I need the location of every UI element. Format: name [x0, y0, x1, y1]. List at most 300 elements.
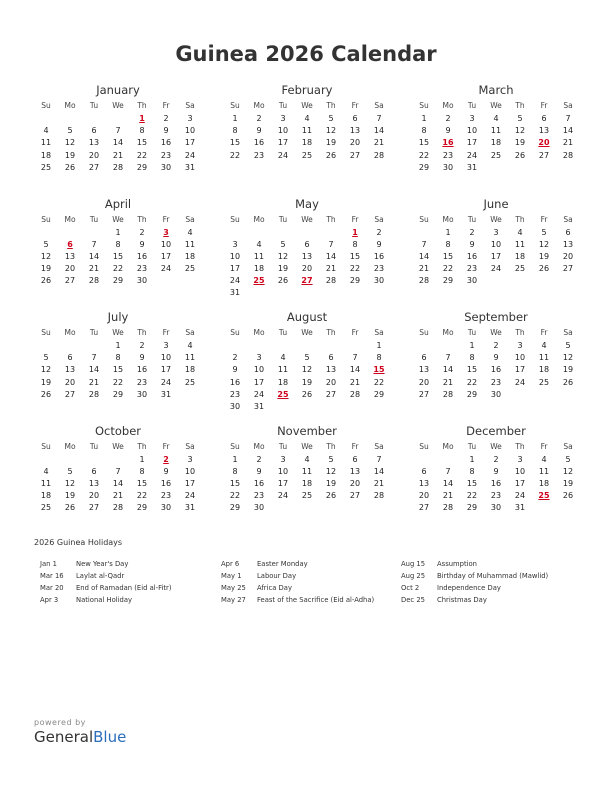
- day-cell: 23: [136, 264, 148, 274]
- holiday-day: 20: [538, 138, 550, 148]
- empty-day: [34, 113, 58, 125]
- day-cell: 27: [64, 276, 76, 286]
- day-cell: 9: [163, 126, 169, 136]
- day-cell: 23: [442, 150, 454, 160]
- day-cell: 13: [64, 251, 76, 261]
- day-cell: 17: [184, 478, 196, 488]
- day-cell: 8: [421, 126, 427, 136]
- day-cell: 16: [136, 365, 148, 375]
- weekday-label: Sa: [374, 101, 384, 110]
- day-cell: 2: [139, 227, 145, 237]
- day-cell: 30: [490, 389, 502, 399]
- day-cell: 22: [136, 150, 148, 160]
- day-cell: 9: [445, 126, 451, 136]
- weekday-label: Sa: [563, 328, 573, 337]
- day-cell: 16: [160, 478, 172, 488]
- powered-by-text: powered by: [34, 718, 86, 727]
- weekday-label: Sa: [374, 328, 384, 337]
- day-cell: 17: [229, 264, 241, 274]
- month-june: [412, 196, 580, 310]
- day-cell: 11: [40, 478, 52, 488]
- day-cell: 16: [253, 138, 265, 148]
- day-cell: 2: [256, 454, 262, 464]
- day-cell: 26: [325, 150, 337, 160]
- day-cell: 4: [43, 466, 49, 476]
- day-cell: 5: [565, 341, 571, 350]
- day-cell: 14: [373, 466, 385, 476]
- day-cell: 11: [253, 251, 265, 261]
- day-cell: 5: [280, 239, 286, 249]
- weekday-label: Tu: [89, 214, 99, 224]
- weekday-label: Su: [230, 214, 240, 224]
- day-cell: 29: [418, 162, 430, 172]
- day-cell: 9: [493, 466, 499, 476]
- weekday-label: Mo: [253, 328, 265, 337]
- day-cell: 8: [469, 466, 475, 476]
- day-cell: 8: [352, 239, 358, 249]
- day-cell: 24: [466, 150, 478, 160]
- day-cell: 27: [325, 389, 337, 399]
- day-cell: 17: [466, 138, 478, 148]
- day-cell: 19: [40, 264, 52, 274]
- days-grid: [412, 340, 580, 401]
- weekday-header: [412, 440, 580, 454]
- weekday-label: Fr: [162, 101, 170, 110]
- day-cell: 16: [160, 138, 172, 148]
- weekday-label: Mo: [64, 214, 76, 224]
- day-cell: 9: [376, 239, 382, 249]
- weekday-label: We: [112, 441, 124, 451]
- day-cell: 21: [442, 491, 454, 501]
- empty-day: [436, 454, 460, 466]
- day-cell: 17: [490, 251, 502, 261]
- day-cell: 14: [88, 251, 100, 261]
- day-cell: 7: [421, 239, 427, 249]
- day-cell: 13: [349, 466, 361, 476]
- day-cell: 15: [229, 478, 241, 488]
- day-cell: 24: [160, 264, 172, 274]
- day-cell: 15: [466, 365, 478, 375]
- weekday-label: Th: [515, 328, 525, 337]
- day-cell: 24: [490, 264, 502, 274]
- empty-day: [82, 113, 106, 125]
- weekday-label: Su: [419, 441, 429, 451]
- weekday-label: Tu: [278, 214, 288, 224]
- day-cell: 25: [40, 503, 52, 513]
- day-cell: 6: [91, 126, 97, 136]
- day-cell: 15: [442, 251, 454, 261]
- weekday-label: We: [490, 328, 502, 337]
- holiday-item: [401, 570, 548, 582]
- day-cell: 7: [445, 466, 451, 476]
- holiday-column: [40, 558, 172, 606]
- holiday-name: Birthday of Muhammad (Mawlid): [437, 572, 549, 580]
- day-cell: 3: [517, 454, 523, 464]
- day-cell: 23: [253, 491, 265, 501]
- day-cell: 2: [493, 454, 499, 464]
- days-grid: [34, 454, 202, 515]
- day-cell: 2: [445, 114, 451, 123]
- holiday-name: Labour Day: [257, 572, 297, 580]
- day-cell: 7: [115, 126, 121, 136]
- day-cell: 20: [88, 150, 100, 160]
- day-cell: 17: [514, 365, 526, 375]
- empty-day: [82, 340, 106, 352]
- weekday-label: Th: [326, 328, 336, 337]
- day-cell: 4: [187, 341, 193, 350]
- day-cell: 19: [325, 138, 337, 148]
- day-cell: 11: [490, 126, 502, 136]
- day-cell: 5: [43, 239, 49, 249]
- empty-day: [58, 113, 82, 125]
- holiday-day: 27: [301, 276, 313, 286]
- day-cell: 13: [349, 126, 361, 136]
- weekday-header: [223, 213, 391, 227]
- weekday-label: Tu: [467, 441, 477, 451]
- day-cell: 17: [160, 365, 172, 375]
- day-cell: 20: [349, 478, 361, 488]
- day-cell: 4: [304, 454, 310, 464]
- empty-day: [295, 227, 319, 239]
- day-cell: 9: [139, 239, 145, 249]
- holiday-date: Mar 20: [40, 584, 64, 592]
- day-cell: 8: [139, 126, 145, 136]
- weekday-label: Tu: [278, 101, 288, 110]
- day-cell: 6: [304, 239, 310, 249]
- weekday-header: [34, 99, 202, 113]
- day-cell: 29: [349, 276, 361, 286]
- holiday-name: Assumption: [437, 560, 477, 568]
- weekday-label: Tu: [467, 101, 477, 110]
- day-cell: 10: [514, 353, 526, 363]
- day-cell: 1: [115, 341, 121, 350]
- generalblue-logo[interactable]: [34, 728, 126, 746]
- day-cell: 10: [466, 126, 478, 136]
- day-cell: 18: [538, 478, 550, 488]
- day-cell: 21: [373, 478, 385, 488]
- day-cell: 13: [301, 251, 313, 261]
- day-cell: 30: [160, 503, 172, 513]
- month-august: [223, 309, 391, 423]
- day-cell: 21: [88, 264, 100, 274]
- weekday-label: Tu: [278, 328, 288, 337]
- day-cell: 12: [514, 126, 526, 136]
- day-cell: 29: [136, 162, 148, 172]
- days-grid: [34, 113, 202, 174]
- month-name: December: [466, 423, 526, 438]
- day-cell: 27: [418, 389, 430, 399]
- day-cell: 9: [493, 353, 499, 363]
- days-grid: [223, 340, 391, 413]
- holiday-item: [221, 570, 374, 582]
- day-cell: 18: [40, 491, 52, 501]
- weekday-label: Th: [137, 328, 147, 337]
- holiday-item: [40, 594, 172, 606]
- day-cell: 31: [514, 503, 526, 513]
- day-cell: 14: [112, 138, 124, 148]
- day-cell: 11: [40, 138, 52, 148]
- weekday-label: Sa: [563, 101, 573, 110]
- day-cell: 26: [301, 389, 313, 399]
- day-cell: 25: [40, 162, 52, 172]
- holidays-title: 2026 Guinea Holidays: [34, 538, 123, 547]
- day-cell: 7: [352, 353, 358, 363]
- day-cell: 17: [160, 251, 172, 261]
- day-cell: 12: [40, 251, 52, 261]
- month-name: November: [277, 423, 337, 438]
- day-cell: 23: [490, 491, 502, 501]
- day-cell: 26: [40, 389, 52, 399]
- weekday-label: Fr: [162, 328, 170, 337]
- weekday-label: Mo: [253, 101, 265, 110]
- day-cell: 26: [538, 264, 550, 274]
- day-cell: 1: [445, 227, 451, 237]
- holiday-name: Africa Day: [257, 584, 292, 592]
- day-cell: 24: [184, 491, 196, 501]
- day-cell: 28: [112, 162, 124, 172]
- empty-day: [58, 340, 82, 352]
- day-cell: 23: [373, 264, 385, 274]
- day-cell: 25: [490, 150, 502, 160]
- day-cell: 10: [160, 239, 172, 249]
- day-cell: 22: [442, 264, 454, 274]
- day-cell: 30: [160, 162, 172, 172]
- day-cell: 28: [562, 150, 574, 160]
- day-cell: 25: [184, 264, 196, 274]
- day-cell: 31: [184, 503, 196, 513]
- weekday-label: We: [301, 214, 313, 224]
- empty-day: [106, 113, 130, 125]
- day-cell: 28: [442, 389, 454, 399]
- empty-day: [58, 227, 82, 239]
- weekday-label: Th: [137, 441, 147, 451]
- day-cell: 13: [538, 126, 550, 136]
- day-cell: 13: [64, 365, 76, 375]
- day-cell: 30: [229, 401, 241, 411]
- weekday-label: Th: [515, 441, 525, 451]
- weekday-label: We: [112, 214, 124, 224]
- day-cell: 11: [184, 239, 196, 249]
- day-cell: 13: [418, 365, 430, 375]
- day-cell: 12: [325, 126, 337, 136]
- holiday-day: 25: [277, 389, 289, 399]
- day-cell: 8: [232, 466, 238, 476]
- holiday-date: Apr 3: [40, 596, 59, 604]
- holiday-date: May 1: [221, 572, 242, 580]
- day-cell: 24: [229, 276, 241, 286]
- empty-day: [271, 227, 295, 239]
- holiday-name: Feast of the Sacrifice (Eid al-Adha): [257, 596, 375, 604]
- day-cell: 3: [232, 239, 238, 249]
- day-cell: 4: [256, 239, 262, 249]
- day-cell: 16: [466, 251, 478, 261]
- day-cell: 8: [445, 239, 451, 249]
- day-cell: 26: [277, 276, 289, 286]
- day-cell: 12: [277, 251, 289, 261]
- day-cell: 12: [562, 353, 574, 363]
- day-cell: 19: [562, 478, 574, 488]
- day-cell: 10: [253, 365, 265, 375]
- weekday-label: Tu: [89, 101, 99, 110]
- day-cell: 13: [325, 365, 337, 375]
- day-cell: 27: [349, 150, 361, 160]
- day-cell: 7: [376, 454, 382, 464]
- day-cell: 28: [349, 389, 361, 399]
- weekday-label: Fr: [540, 214, 548, 224]
- day-cell: 2: [163, 114, 169, 123]
- day-cell: 16: [253, 478, 265, 488]
- day-cell: 21: [349, 377, 361, 387]
- day-cell: 17: [277, 478, 289, 488]
- weekday-label: We: [490, 214, 502, 224]
- day-cell: 31: [229, 288, 241, 298]
- day-cell: 15: [136, 478, 148, 488]
- day-cell: 3: [469, 114, 475, 123]
- day-cell: 4: [280, 353, 286, 363]
- day-cell: 3: [280, 114, 286, 123]
- day-cell: 26: [562, 491, 574, 501]
- day-cell: 27: [538, 150, 550, 160]
- month-name: February: [281, 83, 333, 97]
- month-july: [34, 309, 202, 423]
- day-cell: 6: [421, 353, 427, 363]
- empty-day: [247, 340, 271, 352]
- day-cell: 21: [112, 150, 124, 160]
- holiday-date: Jan 1: [40, 560, 57, 568]
- day-cell: 14: [88, 365, 100, 375]
- day-cell: 25: [514, 264, 526, 274]
- day-cell: 18: [277, 377, 289, 387]
- day-cell: 22: [112, 264, 124, 274]
- day-cell: 16: [490, 478, 502, 488]
- day-cell: 28: [112, 503, 124, 513]
- month-december: [412, 423, 580, 537]
- month-september: [412, 309, 580, 423]
- day-cell: 5: [67, 126, 73, 136]
- day-cell: 19: [64, 491, 76, 501]
- day-cell: 4: [541, 341, 547, 350]
- day-cell: 19: [538, 251, 550, 261]
- weekday-label: Sa: [185, 441, 195, 451]
- day-cell: 6: [352, 454, 358, 464]
- day-cell: 20: [64, 264, 76, 274]
- day-cell: 9: [469, 239, 475, 249]
- empty-day: [343, 340, 367, 352]
- month-name: September: [464, 310, 528, 324]
- month-name: January: [96, 83, 140, 97]
- day-cell: 2: [232, 353, 238, 363]
- day-cell: 5: [304, 353, 310, 363]
- holiday-name: National Holiday: [76, 596, 133, 604]
- day-cell: 14: [112, 478, 124, 488]
- day-cell: 24: [184, 150, 196, 160]
- day-cell: 9: [163, 466, 169, 476]
- empty-day: [412, 227, 436, 239]
- day-cell: 30: [373, 276, 385, 286]
- days-grid: [34, 227, 202, 288]
- day-cell: 3: [493, 227, 499, 237]
- holiday-name: Christmas Day: [437, 596, 487, 604]
- day-cell: 7: [328, 239, 334, 249]
- day-cell: 11: [538, 353, 550, 363]
- day-cell: 9: [256, 466, 262, 476]
- day-cell: 3: [256, 353, 262, 363]
- day-cell: 23: [160, 491, 172, 501]
- weekday-label: Th: [515, 101, 525, 110]
- holiday-item: [40, 558, 172, 570]
- day-cell: 6: [67, 353, 73, 363]
- day-cell: 28: [88, 389, 100, 399]
- day-cell: 18: [301, 138, 313, 148]
- day-cell: 24: [160, 377, 172, 387]
- holiday-item: [40, 582, 172, 594]
- day-cell: 25: [538, 377, 550, 387]
- day-cell: 18: [184, 251, 196, 261]
- weekday-label: We: [490, 101, 502, 110]
- day-cell: 26: [64, 503, 76, 513]
- days-grid: [412, 454, 580, 515]
- weekday-label: Su: [41, 214, 51, 224]
- day-cell: 30: [442, 162, 454, 172]
- page-title: Guinea 2026 Calendar: [175, 42, 437, 66]
- holiday-date: Apr 6: [221, 560, 240, 568]
- empty-day: [412, 454, 436, 466]
- day-cell: 11: [184, 353, 196, 363]
- day-cell: 21: [373, 138, 385, 148]
- day-cell: 17: [253, 377, 265, 387]
- day-cell: 23: [136, 377, 148, 387]
- weekday-header: [34, 326, 202, 340]
- day-cell: 30: [136, 389, 148, 399]
- weekday-label: Tu: [278, 441, 288, 451]
- day-cell: 10: [514, 466, 526, 476]
- month-name: October: [94, 423, 142, 438]
- weekday-label: Mo: [64, 328, 76, 337]
- holiday-day: 2: [163, 454, 169, 464]
- day-cell: 30: [136, 276, 148, 286]
- day-cell: 14: [418, 251, 430, 261]
- day-cell: 15: [229, 138, 241, 148]
- brand: [34, 718, 126, 746]
- weekday-label: Th: [326, 214, 336, 224]
- month-november: [223, 423, 391, 537]
- day-cell: 5: [517, 114, 523, 123]
- days-grid: [223, 454, 391, 515]
- day-cell: 2: [256, 114, 262, 123]
- holiday-name: New Year's Day: [76, 560, 129, 568]
- day-cell: 15: [112, 365, 124, 375]
- holiday-date: May 25: [221, 584, 246, 592]
- day-cell: 31: [160, 389, 172, 399]
- weekday-label: We: [490, 441, 502, 451]
- day-cell: 25: [184, 377, 196, 387]
- day-cell: 4: [187, 227, 193, 237]
- weekday-label: Tu: [89, 441, 99, 451]
- empty-day: [295, 340, 319, 352]
- weekday-label: Sa: [563, 214, 573, 224]
- day-cell: 13: [88, 138, 100, 148]
- month-january: [34, 82, 202, 196]
- day-cell: 28: [373, 150, 385, 160]
- day-cell: 11: [277, 365, 289, 375]
- day-cell: 21: [112, 491, 124, 501]
- day-cell: 7: [91, 239, 97, 249]
- day-cell: 6: [565, 227, 571, 237]
- day-cell: 21: [325, 264, 337, 274]
- day-cell: 12: [301, 365, 313, 375]
- weekday-label: Fr: [351, 101, 359, 110]
- weekday-label: Mo: [442, 214, 454, 224]
